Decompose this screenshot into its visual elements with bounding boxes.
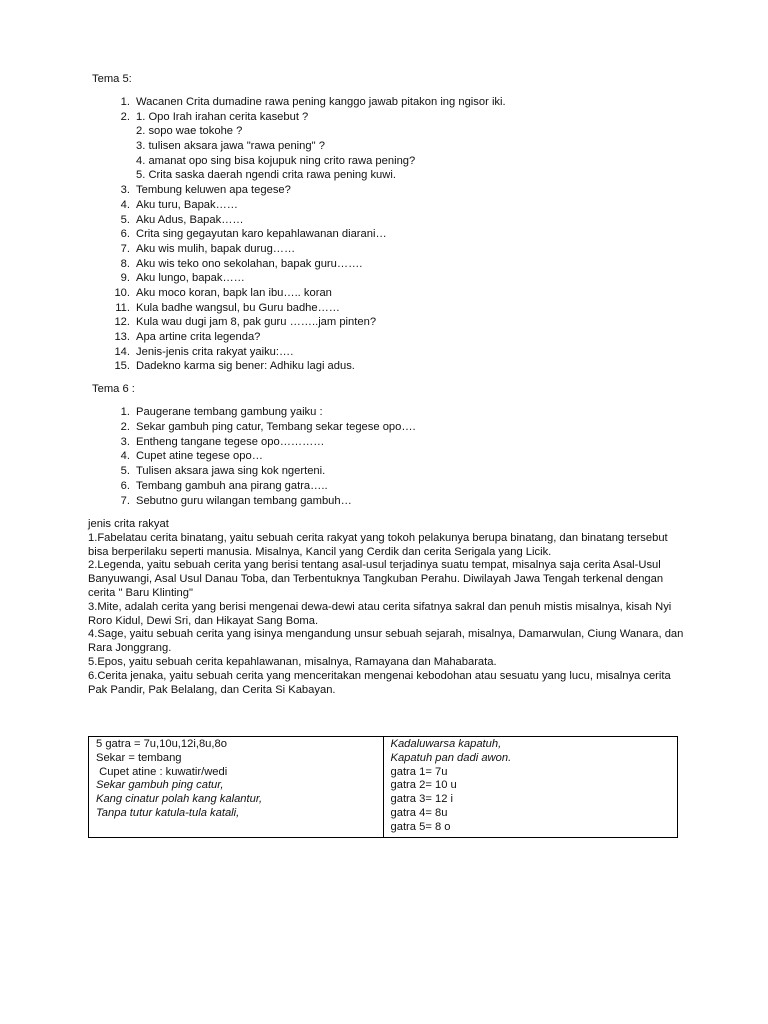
item-number: 7. <box>120 494 130 507</box>
table-line: Kapatuh pan dadi awon. <box>390 751 512 764</box>
list-item <box>110 213 506 228</box>
tema6-heading: Tema 6 : <box>92 383 135 395</box>
table-row <box>89 737 678 838</box>
item-number: 2. <box>120 420 130 433</box>
table-line: Kadaluwarsa kapatuh, <box>390 738 502 750</box>
item-text: Aku wis mulih, bapak durug…… <box>136 242 296 255</box>
list-item <box>110 359 506 374</box>
item-number: 8. <box>120 257 130 270</box>
list-item <box>110 449 416 464</box>
item-text: Paugerane tembang gambung yaiku : <box>136 406 323 418</box>
list-item <box>110 154 506 169</box>
genre-paragraph: 3.Mite, adalah cerita yang berisi mengenai dewa-dewi atau cerita sifatnya sakral dan penuh mistis misalnya, kisah Nyi Roro Kidul, Dewi Sri, dan Hikayat Sang Boma. <box>88 600 672 627</box>
item-text: 2. sopo wae tokohe ? <box>136 125 243 138</box>
tema5-heading: Tema 5: <box>92 73 132 85</box>
item-number: 7. <box>120 242 130 255</box>
item-text: Entheng tangane tegese opo………… <box>136 435 325 448</box>
item-text: 5. Crita saska daerah ngendi crita rawa pening kuwi. <box>136 169 396 182</box>
table-line: gatra 3= 12 i <box>390 793 454 806</box>
list-item <box>110 198 506 213</box>
list-item <box>110 330 506 345</box>
list-item <box>110 110 506 125</box>
item-text: Apa artine crita legenda? <box>136 331 261 343</box>
item-number: 5. <box>120 465 130 478</box>
table-line: Tanpa tutur katula-tula katali, <box>96 806 240 819</box>
item-number: 9. <box>120 272 130 285</box>
genre-paragraph: 1.Fabelatau cerita binatang, yaitu sebuah cerita rakyat yang tokoh pelakunya berupa binatang, dan binatang tersebut bisa berperilaku seperti manusia. Misalnya, Kancil yang Cerdik dan cerita Serigala yang Licik. <box>88 531 668 558</box>
item-number: 12. <box>114 316 130 329</box>
list-item <box>110 271 506 286</box>
item-text: Aku lungo, bapak…… <box>136 272 245 285</box>
list-item <box>110 286 506 301</box>
item-number: 1. <box>120 96 130 108</box>
item-number: 10. <box>114 286 130 299</box>
list-item <box>110 124 506 139</box>
item-number: 13. <box>114 331 130 343</box>
list-item <box>110 95 506 110</box>
list-item <box>110 257 506 272</box>
list-item <box>110 420 416 435</box>
item-text: 3. tulisen aksara jawa "rawa pening" ? <box>136 140 325 153</box>
list-item <box>110 494 416 509</box>
list-item <box>110 301 506 316</box>
item-text: Tembung keluwen apa tegese? <box>136 184 291 197</box>
item-text: Jenis-jenis crita rakyat yaiku:…. <box>136 345 294 358</box>
table-line: gatra 5= 8 o <box>390 820 451 833</box>
list-item <box>110 242 506 257</box>
table-line: gatra 4= 8u <box>390 806 448 819</box>
list-item <box>110 435 416 450</box>
genre-paragraph: 2.Legenda, yaitu sebuah cerita yang berisi tentang asal-usul terjadinya suatu tempat, misalnya saja cerita Asal-Usul Banyuwangi, Asal Usul Danau Toba, dan Terbentuknya Tangkuban Perahu. Diwilayah Jawa Tengah terkenal dengan cerita " Baru Klinting" <box>88 559 664 599</box>
item-text: Aku moco koran, bapk lan ibu….. koran <box>136 286 332 299</box>
genre-paragraph: 6.Cerita jenaka, yaitu sebuah cerita yang menceritakan mengenai kebodohan atau sesuatu yang lucu, misalnya cerita Pak Pandir, Pak Belalang, dan Cerita Si Kabayan. <box>88 669 671 696</box>
item-text: Aku turu, Bapak…… <box>136 198 238 211</box>
list-item <box>110 227 506 242</box>
item-number: 3. <box>120 435 130 448</box>
genre-paragraph: 5.Epos, yaitu sebuah cerita kepahlawanan, misalnya, Ramayana dan Mahabarata. <box>88 655 497 668</box>
item-text: 1. Opo Irah irahan cerita kasebut ? <box>136 110 309 123</box>
item-text: Cupet atine tegese opo… <box>136 450 263 463</box>
item-number: 3. <box>120 184 130 197</box>
item-text: Tembang gambuh ana pirang gatra….. <box>136 479 328 492</box>
item-text: Sebutno guru wilangan tembang gambuh… <box>136 494 352 507</box>
item-text: 4. amanat opo sing bisa kojupuk ning crito rawa pening? <box>136 154 416 167</box>
item-text: Sekar gambuh ping catur, Tembang sekar tegese opo…. <box>136 420 416 433</box>
list-item <box>110 464 416 479</box>
table-line: Sekar = tembang <box>96 751 182 764</box>
item-number: 5. <box>120 213 130 226</box>
item-number: 6. <box>120 228 130 241</box>
item-number: 14. <box>114 345 130 358</box>
list-item <box>110 139 506 154</box>
list-item <box>110 479 416 494</box>
table-line: gatra 2= 10 u <box>390 779 457 792</box>
list-item <box>110 315 506 330</box>
item-text: Aku wis teko ono sekolahan, bapak guru……. <box>136 257 363 270</box>
item-text: Kula badhe wangsul, bu Guru badhe…… <box>136 301 340 314</box>
genre-paragraph: 4.Sage, yaitu sebuah cerita yang isinya mengandung unsur sebuah sejarah, misalnya, Damarwulan, Ciung Wanara, dan Rara Jonggrang. <box>88 628 684 655</box>
item-number: 4. <box>120 450 130 463</box>
table-cell-left <box>89 737 384 838</box>
list-item <box>110 168 506 183</box>
item-text: Aku Adus, Bapak…… <box>136 213 244 226</box>
item-text: Crita sing gegayutan karo kepahlawanan diarani… <box>136 228 387 241</box>
genres-heading: jenis crita rakyat <box>88 518 169 530</box>
table-line: Kang cinatur polah kang kalantur, <box>96 793 263 806</box>
item-text: Kula wau dugi jam 8, pak guru ……..jam pinten? <box>136 316 377 329</box>
folk-story-genres <box>88 518 688 697</box>
list-item <box>110 405 416 420</box>
table-cell-right <box>383 737 678 838</box>
gatra-table <box>88 736 678 838</box>
item-number: 1. <box>120 406 130 418</box>
genres-paragraphs <box>88 532 688 698</box>
list-item <box>110 345 506 360</box>
table-line: gatra 1= 7u <box>390 765 448 778</box>
table-line: 5 gatra = 7u,10u,12i,8u,8o <box>96 738 227 750</box>
item-text: Dadekno karma sig bener: Adhiku lagi adus. <box>136 360 355 373</box>
item-text: Tulisen aksara jawa sing kok ngerteni. <box>136 465 326 478</box>
item-number: 6. <box>120 479 130 492</box>
list-item <box>110 183 506 198</box>
tema6-question-list <box>110 405 416 509</box>
item-number: 4. <box>120 198 130 211</box>
item-number: 11. <box>115 301 130 314</box>
item-number: 15. <box>114 360 130 373</box>
item-text: Wacanen Crita dumadine rawa pening kanggo jawab pitakon ing ngisor iki. <box>136 96 506 108</box>
table-line: Sekar gambuh ping catur, <box>96 779 224 792</box>
tema5-question-list <box>110 95 506 374</box>
item-number: 2. <box>120 110 130 123</box>
table-line: Cupet atine : kuwatir/wedi <box>96 765 228 778</box>
